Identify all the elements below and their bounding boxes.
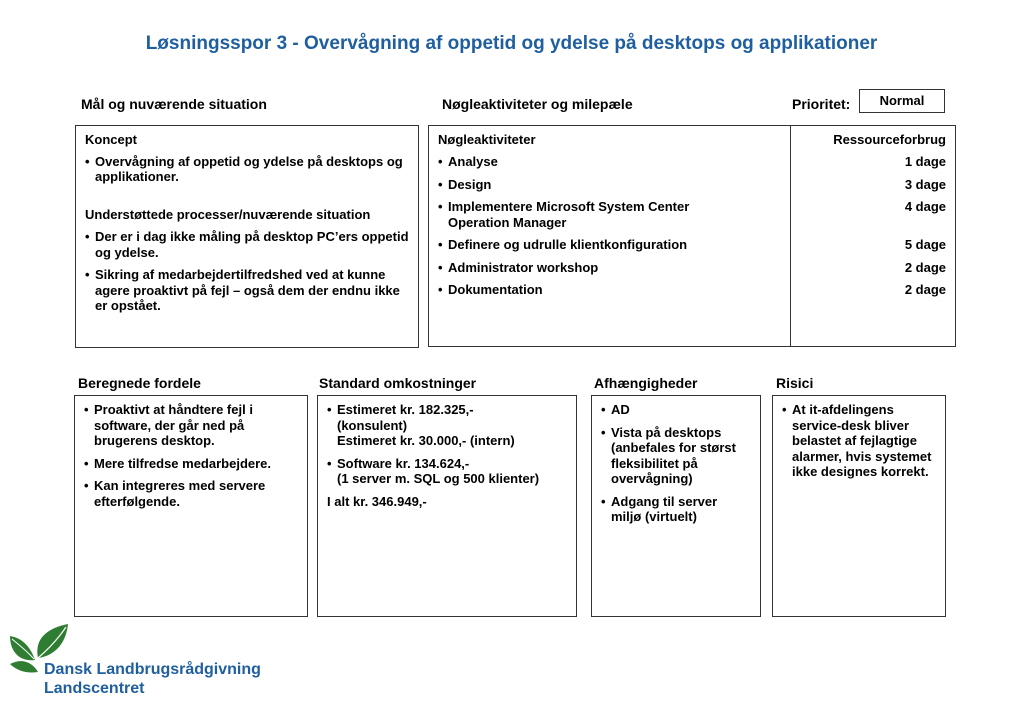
resource-column-header: Ressourceforbrug [833,132,946,147]
activity-item: • Design [438,177,758,193]
risks-box [772,395,946,617]
activities-box [428,125,956,347]
benefit-item: • Proaktivt at håndtere fejl i software, der går ned på brugerens desktop. [84,402,298,449]
goal-header: Mål og nuværende situation [81,96,267,112]
costs-header: Standard omkostninger [319,375,477,391]
resource-value: 4 dage [904,199,946,214]
priority-value: Normal [859,89,945,113]
activities-header: Nøgleaktiviteter og milepæle [442,96,633,112]
process-heading: Understøttede processer/nuværende situation [85,206,371,222]
risks-header: Risici [776,375,814,391]
resource-value: 5 dage [904,237,946,252]
dependency-item: • AD [601,402,751,418]
dependency-item: • Adgang til server miljø (virtuelt) [601,494,751,525]
activity-item: • Dokumentation [438,282,758,298]
page-title: Løsningsspor 3 - Overvågning af oppetid og ydelse på desktops og applikationer [145,33,878,54]
benefits-box [74,395,308,617]
cost-item: • Software kr. 134.624,- (1 server m. SQL og 500 klienter) [327,456,567,487]
benefit-item: • Kan integreres med servere efterfølgende. [84,478,298,509]
process-item: • Sikring af medarbejdertilfredshed ved at kunne agere proaktivt på fejl – også dem der endnu ikke er opstået. [85,267,409,314]
resource-value: 1 dage [904,154,946,169]
activity-item: • Analyse [438,154,758,170]
benefit-item: • Mere tilfredse medarbejdere. [84,456,298,472]
concept-heading: Koncept [85,132,137,147]
risk-item: • At it-afdelingens service-desk bliver belastet af fejlagtige alarmer, hvis systemet ikke designes korrekt. [782,402,936,480]
benefits-header: Beregnede fordele [78,375,201,391]
costs-box [317,395,577,617]
priority-label: Prioritet: [792,96,851,112]
costs-total: I alt kr. 346.949,- [327,493,427,509]
activity-column-header: Nøgleaktiviteter [438,132,536,147]
organization-line-2: Landscentret [44,680,145,697]
activity-item: • Administrator workshop [438,260,758,276]
dependencies-box [591,395,761,617]
activity-item: • Definere og udrulle klientkonfiguration [438,237,758,253]
organization-line-1: Dansk Landbrugsrådgivning [44,661,261,678]
resource-value: 2 dage [904,282,946,297]
column-divider [790,126,791,346]
process-item: • Der er i dag ikke måling på desktop PC’ers oppetid og ydelse. [85,229,409,260]
resource-value: 3 dage [904,177,946,192]
dependency-item: • Vista på desktops (anbefales for størst fleksibilitet på overvågning) [601,425,751,487]
activity-item: • Implementere Microsoft System Center Operation Manager [438,199,738,230]
goal-box [75,125,419,348]
dependencies-header: Afhængigheder [594,375,698,391]
organization-name [44,660,261,698]
concept-item: • Overvågning af oppetid og ydelse på desktops og applikationer. [85,154,409,185]
resource-value: 2 dage [904,260,946,275]
cost-item: • Estimeret kr. 182.325,- (konsulent) Estimeret kr. 30.000,- (intern) [327,402,567,449]
